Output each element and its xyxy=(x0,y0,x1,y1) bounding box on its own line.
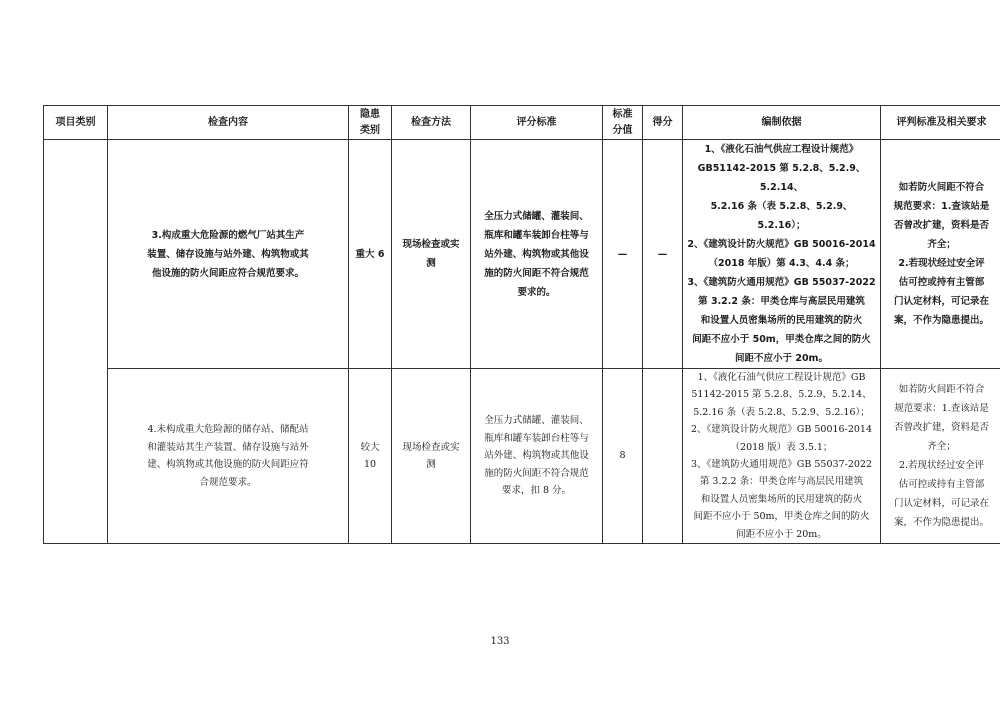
cell-text-line: 合规范要求。 xyxy=(199,476,257,488)
cell-text-line: 规范要求：1.查该站是 xyxy=(894,403,989,415)
method-cell xyxy=(392,140,471,369)
content-cell xyxy=(108,140,349,369)
standard-score-cell: 8 xyxy=(603,369,643,544)
cell-text-line: 第 3.2.2 条：甲类仓库与高层民用建筑 xyxy=(698,296,865,307)
cell-text-line: 类别 xyxy=(360,124,380,136)
cell-text-line: 第 3.2.2 条：甲类仓库与高层民用建筑 xyxy=(699,476,864,488)
category-cell xyxy=(44,140,108,544)
header-content: 检查内容 xyxy=(108,106,349,140)
header-criteria: 评分标准 xyxy=(471,106,603,140)
cell-text-line: 4.未构成重大危险源的储存站、储配站 xyxy=(147,424,309,436)
table-header-row xyxy=(44,106,1000,140)
cell-text-line: 齐全； xyxy=(927,239,956,250)
cell-text-line: 站外建、构筑物或其他设 xyxy=(484,248,589,260)
cell-text-line: 间距不应小于 50m，甲类仓库之间的防火 xyxy=(693,511,870,523)
cell-text-line: 和设置人员密集场所的民用建筑的防火 xyxy=(700,315,863,326)
header-method: 检查方法 xyxy=(392,106,471,140)
cell-text-line: GB51142-2015 第 5.2.8、5.2.9、5.2.14、 xyxy=(697,163,866,193)
content-cell xyxy=(108,369,349,544)
cell-text-line: 估可控或持有主管部 xyxy=(898,277,985,288)
cell-text-line: 2.若现状经过安全评 xyxy=(898,258,985,269)
cell-text-line: 2、《建筑设计防火规范》GB 50016-2014 xyxy=(691,424,872,436)
header-basis: 编制依据 xyxy=(683,106,881,140)
cell-text-line: 案，不作为隐患提出。 xyxy=(893,315,989,326)
header-category: 项目类别 xyxy=(44,106,108,140)
cell-text-line: 测 xyxy=(426,459,436,471)
cell-text-line: 否曾改扩建，资料是否 xyxy=(893,220,989,231)
cell-text-line: 现场检查或实 xyxy=(402,239,460,250)
cell-text-line: 全压力式储罐、灌装间、 xyxy=(484,210,589,222)
cell-text-line: 估可控或持有主管部 xyxy=(898,479,985,491)
cell-text-line: 2、《建筑设计防火规范》GB 50016-2014 xyxy=(687,239,876,250)
standard-score-cell: — xyxy=(603,140,643,369)
cell-text-line: 规范要求：1.查该站是 xyxy=(893,201,990,212)
cell-text-line: 5.2.16 条（表 5.2.8、5.2.9、5.2.16）； xyxy=(693,406,870,418)
cell-text-line: 施的防火间距不符合规范 xyxy=(484,267,589,279)
cell-text-line: 全压力式储罐、灌装间、 xyxy=(484,415,589,427)
cell-text-line: 3、《建筑防火通用规范》GB 55037-2022 xyxy=(691,459,872,471)
cell-text-line: 和设置人员密集场所的民用建筑的防火 xyxy=(700,493,863,505)
cell-text-line: 现场检查或实 xyxy=(402,441,460,453)
requirements-cell xyxy=(881,369,1000,544)
header-score: 得分 xyxy=(643,106,683,140)
cell-text-line: 齐全； xyxy=(927,441,956,453)
header-standard-score xyxy=(603,106,643,140)
table-row xyxy=(44,140,1000,369)
cell-text-line: 隐患 xyxy=(360,108,380,120)
cell-text-line: 瓶库和罐车装卸台柱等与 xyxy=(484,432,589,444)
cell-text-line: 案，不作为隐患提出。 xyxy=(893,517,989,529)
cell-text-line: 间距不应小于 20m。 xyxy=(735,353,828,364)
cell-text-line: 5.2.16 条（表 5.2.8、5.2.9、5.2.16）； xyxy=(710,201,853,231)
cell-text-line: 和灌装站其生产装置、储存设施与站外 xyxy=(147,441,309,453)
cell-text-line: 否曾改扩建，资料是否 xyxy=(893,422,989,434)
method-cell xyxy=(392,369,471,544)
cell-text-line: 门认定材料，可记录在 xyxy=(893,296,989,307)
cell-text-line: 间距不应小于 50m，甲类仓库之间的防火 xyxy=(692,334,871,345)
cell-text-line: 门认定材料，可记录在 xyxy=(893,498,989,510)
cell-text-line: 分值 xyxy=(612,124,633,136)
cell-text-line: 测 xyxy=(426,258,436,269)
header-hazard-type xyxy=(349,106,392,140)
header-requirements: 评判标准及相关要求 xyxy=(881,106,1000,140)
cell-text-line: 51142-2015 第 5.2.8、5.2.9、5.2.14、 xyxy=(691,389,872,401)
criteria-cell xyxy=(471,140,603,369)
cell-text-line: 2.若现状经过安全评 xyxy=(898,460,985,472)
cell-text-line: 标准 xyxy=(612,108,633,120)
hazard-type-cell: 较大 10 xyxy=(349,369,392,544)
cell-text-line: （2018 版）表 3.5.1； xyxy=(730,441,833,453)
cell-text-line: 装置、储存设施与站外建、构筑物或其 xyxy=(147,248,309,260)
cell-text-line: 如若防火间距不符合 xyxy=(898,182,985,193)
cell-text-line: 要求的。 xyxy=(517,286,556,298)
cell-text-line: 1、《液化石油气供应工程设计规范》 xyxy=(704,144,859,155)
page-number: 133 xyxy=(490,636,510,647)
cell-text-line: 站外建、构筑物或其他设 xyxy=(484,450,589,462)
cell-text-line: 如若防火间距不符合 xyxy=(898,384,985,396)
inspection-table xyxy=(43,105,1000,544)
cell-text-line: 瓶库和罐车装卸台柱等与 xyxy=(484,229,589,241)
cell-text-line: （2018 年版）第 4.3、4.4 条； xyxy=(708,258,855,269)
cell-text-line: 他设施的防火间距应符合规范要求。 xyxy=(151,267,304,279)
cell-text-line: 3.构成重大危险源的燃气厂站其生产 xyxy=(151,229,305,241)
cell-text-line: 1、《液化石油气供应工程设计规范》GB xyxy=(697,372,866,383)
hazard-type-cell: 重大 6 xyxy=(349,140,392,369)
score-cell: — xyxy=(643,140,683,369)
criteria-cell xyxy=(471,369,603,544)
cell-text-line: 施的防火间距不符合规范 xyxy=(484,467,589,479)
requirements-cell xyxy=(881,140,1000,369)
basis-cell xyxy=(683,369,881,544)
basis-cell xyxy=(683,140,881,369)
cell-text-line: 间距不应小于 20m。 xyxy=(736,528,827,540)
cell-text-line: 建、构筑物或其他设施的防火间距应符 xyxy=(147,459,309,471)
cell-text-line: 要求，扣 8 分。 xyxy=(501,485,572,497)
cell-text-line: 3、《建筑防火通用规范》GB 55037-2022 xyxy=(687,277,876,288)
score-cell xyxy=(643,369,683,544)
table-row xyxy=(44,369,1000,544)
